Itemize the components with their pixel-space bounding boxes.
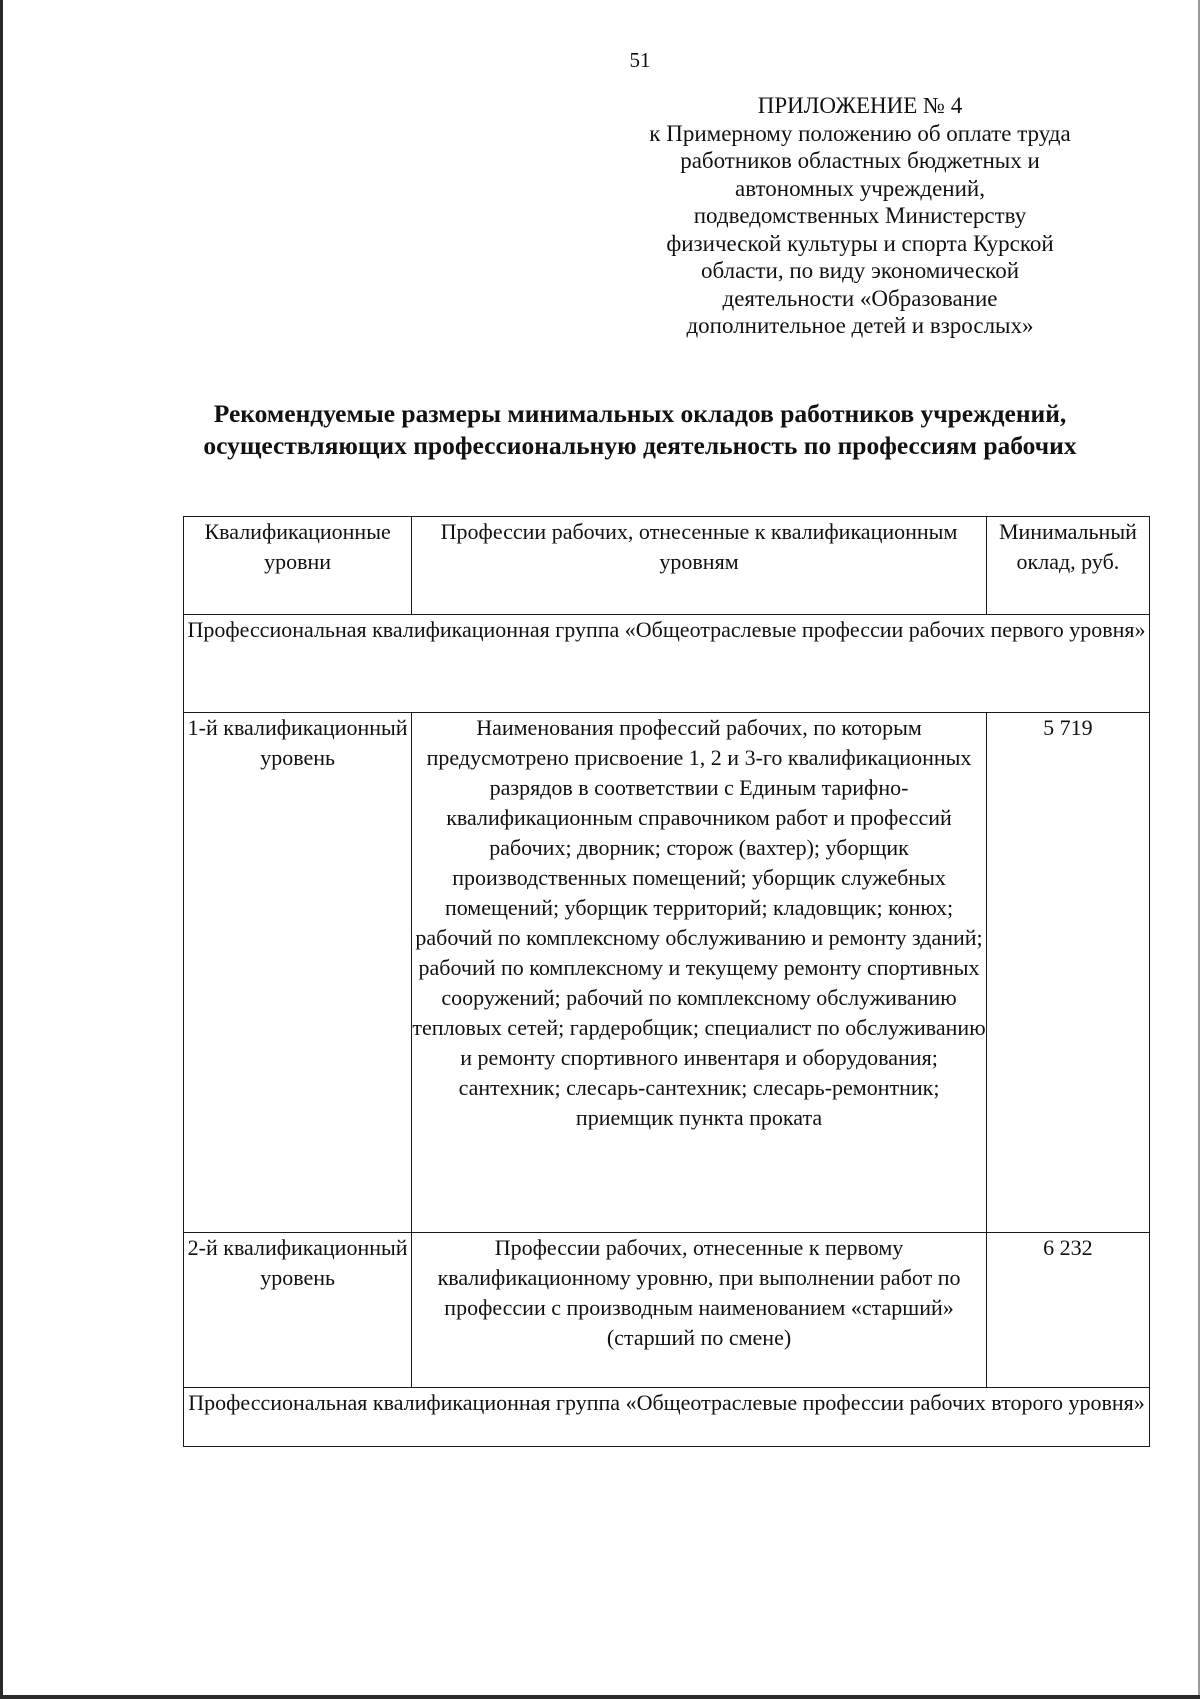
- page-number: 51: [629, 48, 651, 72]
- appendix-heading: ПРИЛОЖЕНИЕ № 4: [757, 93, 963, 118]
- table-header-row: [184, 517, 1150, 615]
- salary-table: [183, 516, 1150, 1447]
- scan-bottom-edge: [0, 1695, 1200, 1699]
- professions-cell: Наименования профессий рабочих, по которым предусмотрено присвоение 1, 2 и 3-го квалификационных разрядов в соответствии с Единым тарифно-квалификационным справочником работ и профессий рабочих; дворник; сторож (вахтер); уборщик производственных помещений; уборщик служебных помещений; уборщик территорий; кладовщик; конюх; рабочий по комплексному обслуживанию и ремонту зданий; рабочий по комплексному и текущему ремонту спортивных сооружений; рабочий по комплексному обслуживанию тепловых сетей; гардеробщик; специалист по обслуживанию и ремонту спортивного инвентаря и оборудования; сантехник; слесарь-сантехник; слесарь-ремонтник; приемщик пункта проката: [412, 713, 987, 1233]
- header-level: Квалификационные уровни: [184, 517, 412, 615]
- scan-left-edge: [0, 0, 3, 1699]
- table-row: [184, 1233, 1150, 1388]
- professions-cell: Профессии рабочих, отнесенные к первому квалификационному уровню, при выполнении работ по профессии с производным наименованием «старший» (старший по смене): [412, 1233, 987, 1388]
- header-professions: Профессии рабочих, отнесенные к квалификационным уровням: [412, 517, 987, 615]
- group-row-second-level: [184, 1388, 1150, 1447]
- header-salary: Минимальный оклад, руб.: [986, 517, 1149, 615]
- appendix-block: [640, 92, 1080, 340]
- salary-cell: 5 719: [986, 713, 1149, 1233]
- document-title: Рекомендуемые размеры минимальных окладов работников учреждений, осуществляющих профессиональную деятельность по профессиям рабочих: [203, 399, 1077, 460]
- salary-cell: 6 232: [986, 1233, 1149, 1388]
- group-row-first-level: [184, 615, 1150, 713]
- level-cell: 2-й квалификационный уровень: [184, 1233, 412, 1388]
- appendix-text: к Примерному положению об оплате труда работников областных бюджетных и автономных учреждений, подведомственных Министерству физической культуры и спорта Курской области, по виду экономической деятельности «Образование дополнительное детей и взрослых»: [649, 120, 1071, 338]
- group-title-second-level: Профессиональная квалификационная группа «Общеотраслевые профессии рабочих второго уровня»: [184, 1388, 1150, 1447]
- table-row: [184, 713, 1150, 1233]
- group-title-first-level: Профессиональная квалификационная группа «Общеотраслевые профессии рабочих первого уровня»: [184, 615, 1150, 713]
- level-cell: 1-й квалификационный уровень: [184, 713, 412, 1233]
